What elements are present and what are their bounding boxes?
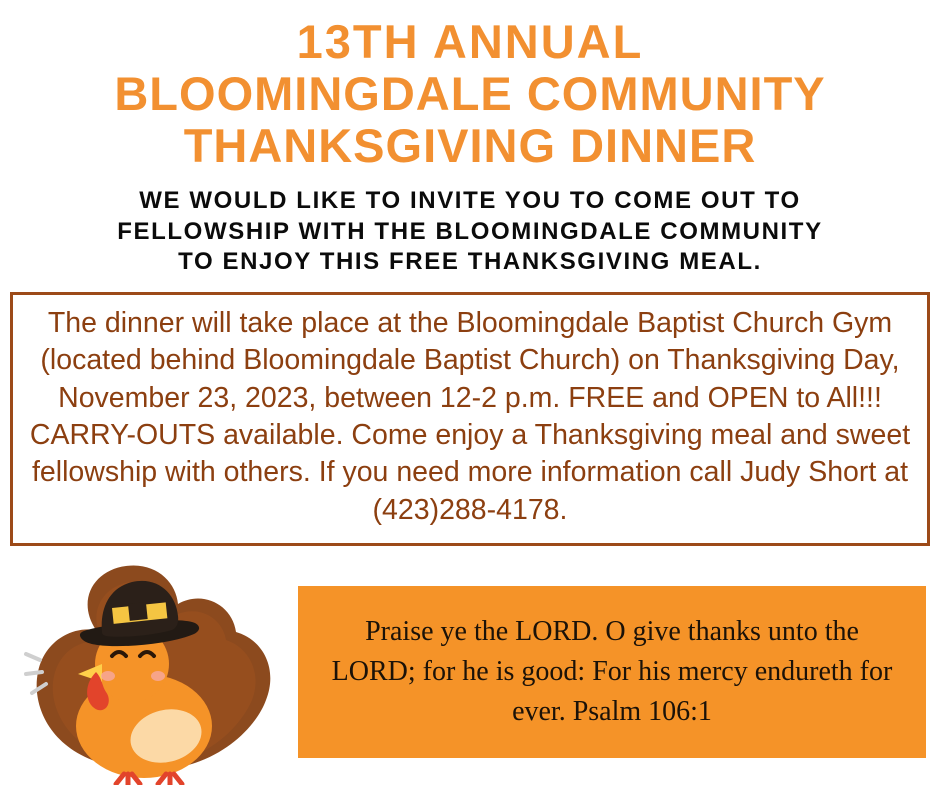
subheading-line-2: FELLOWSHIP WITH THE BLOOMINGDALE COMMUNITY <box>117 217 823 245</box>
subheading-line-3: TO ENJOY THIS FREE THANKSGIVING MEAL. <box>178 248 762 276</box>
event-details-box <box>10 292 930 546</box>
title-line-3: THANKSGIVING DINNER <box>183 118 757 172</box>
turkey-pilgrim-icon <box>16 560 286 785</box>
page-title <box>0 0 940 170</box>
title-line-1: 13TH ANNUAL <box>296 15 644 68</box>
scripture-verse-box <box>298 586 926 758</box>
invitation-subheading <box>0 186 940 278</box>
scripture-verse-text: Praise ye the LORD. O give thanks unto the LORD; for he is good: For his mercy endureth for ever. Psalm 106:1 <box>331 616 893 727</box>
subheading-line-1: WE WOULD LIKE TO INVITE YOU TO COME OUT TO <box>139 186 801 214</box>
lower-section <box>0 560 940 790</box>
title-line-2: BLOOMINGDALE COMMUNITY <box>114 66 826 120</box>
event-details-text: The dinner will take place at the Bloomingdale Baptist Church Gym (located behind Bloomingdale Baptist Church) on Thanksgiving Day, November 23, 2023, between 12-2 p.m. FREE and OPEN to All!!! CARRY-OUTS available. Come enjoy a Thanksgiving meal and sweet fellowship with others. If you need more information call Judy Short at (423)288-4178. <box>29 306 911 526</box>
